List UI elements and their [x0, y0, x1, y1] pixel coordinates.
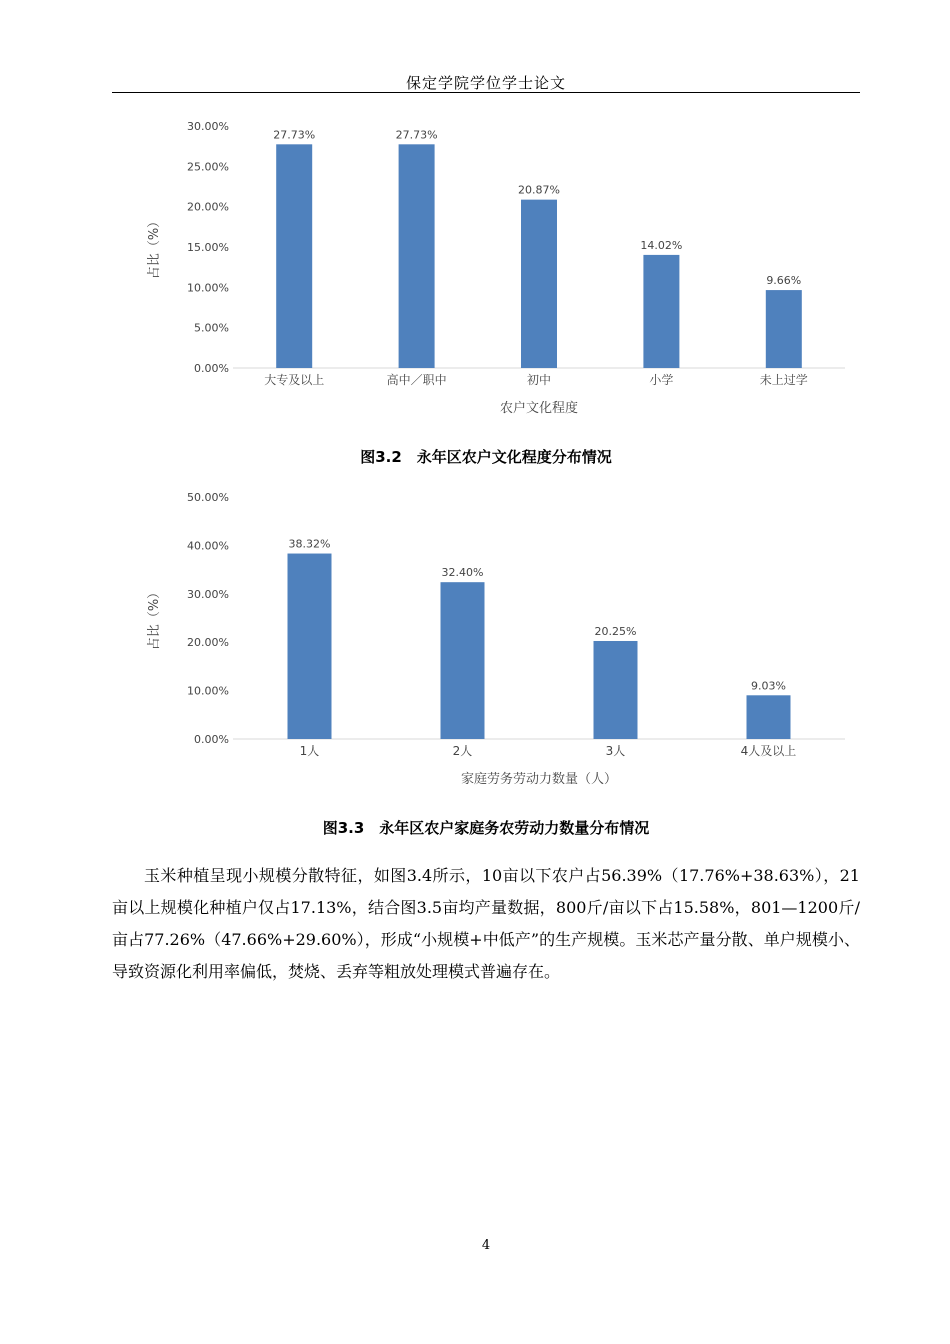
- bar: [441, 582, 485, 739]
- y-tick-label: 15.00%: [187, 241, 229, 254]
- y-tick-label: 10.00%: [187, 684, 229, 698]
- running-header: 保定学院学位学士论文: [405, 74, 566, 92]
- x-tick-label: 小学: [649, 373, 674, 387]
- figure-caption-3-3: 图3.3 永年区农户家庭务农劳动力数量分布情况: [322, 819, 650, 837]
- y-axis-title: 占比（%）: [147, 585, 162, 651]
- x-tick-label: 3人: [605, 744, 626, 758]
- data-label: 20.87%: [518, 183, 560, 197]
- y-tick-label: 5.00%: [194, 321, 229, 335]
- data-label: 27.73%: [273, 128, 316, 142]
- page-number: 4: [481, 1238, 491, 1253]
- data-label: 27.73%: [395, 128, 438, 142]
- y-axis-title: 占比（%）: [147, 214, 162, 280]
- data-label: 20.25%: [594, 624, 637, 638]
- x-tick-label: 初中: [526, 373, 552, 387]
- education-bar-chart: [0, 110, 950, 430]
- figure-caption-3-2: 图3.2 永年区农户文化程度分布情况: [360, 448, 612, 466]
- y-tick-label: 30.00%: [187, 120, 229, 133]
- data-label: 38.32%: [288, 537, 331, 551]
- y-tick-label: 50.00%: [187, 491, 229, 504]
- x-tick-label: 2人: [452, 744, 473, 758]
- bar: [276, 144, 312, 368]
- bar: [399, 144, 435, 368]
- y-tick-label: 0.00%: [194, 362, 229, 375]
- data-label: 9.03%: [751, 679, 786, 693]
- x-axis-title: 家庭劳务劳动力数量（人）: [460, 772, 618, 787]
- data-label: 14.02%: [640, 238, 683, 252]
- x-tick-label: 未上过学: [759, 373, 808, 387]
- x-tick-label: 大专及以上: [264, 373, 325, 387]
- data-label: 32.40%: [441, 566, 484, 580]
- x-tick-label: 1人: [299, 744, 320, 758]
- y-tick-label: 40.00%: [187, 539, 229, 553]
- labor-bar-chart: [0, 480, 950, 800]
- header-rule: [112, 92, 860, 93]
- bar: [643, 255, 679, 368]
- bar: [766, 290, 802, 368]
- y-tick-label: 20.00%: [187, 636, 229, 650]
- x-axis-title: 农户文化程度: [499, 401, 579, 416]
- body-text: [112, 860, 860, 988]
- y-tick-label: 25.00%: [187, 160, 229, 174]
- body-paragraph: 玉米种植呈现小规模分散特征，如图3.4所示，10亩以下农户占56.39%（17.76%+38.63%），21亩以上规模化种植户仅占17.13%，结合图3.5亩均产量数据，800斤/亩以下占15.58%，801—1200斤/亩占77.26%（47.66%+29.60%），形成“小规模+中低产”的生产规模。玉米芯产量分散、单户规模小、导致资源化利用率偏低，焚烧、丢弃等粗放处理模式普遍存在。: [112, 866, 860, 981]
- y-tick-label: 30.00%: [187, 587, 229, 601]
- y-tick-label: 20.00%: [187, 200, 229, 214]
- bar: [521, 200, 557, 368]
- bar: [594, 641, 638, 739]
- bar: [288, 554, 332, 739]
- x-tick-label: 高中／职中: [386, 373, 447, 387]
- y-tick-label: 10.00%: [187, 281, 229, 295]
- data-label: 9.66%: [766, 274, 802, 288]
- x-tick-label: 4人及以上: [740, 744, 797, 758]
- bar: [747, 695, 791, 739]
- y-tick-label: 0.00%: [194, 733, 229, 746]
